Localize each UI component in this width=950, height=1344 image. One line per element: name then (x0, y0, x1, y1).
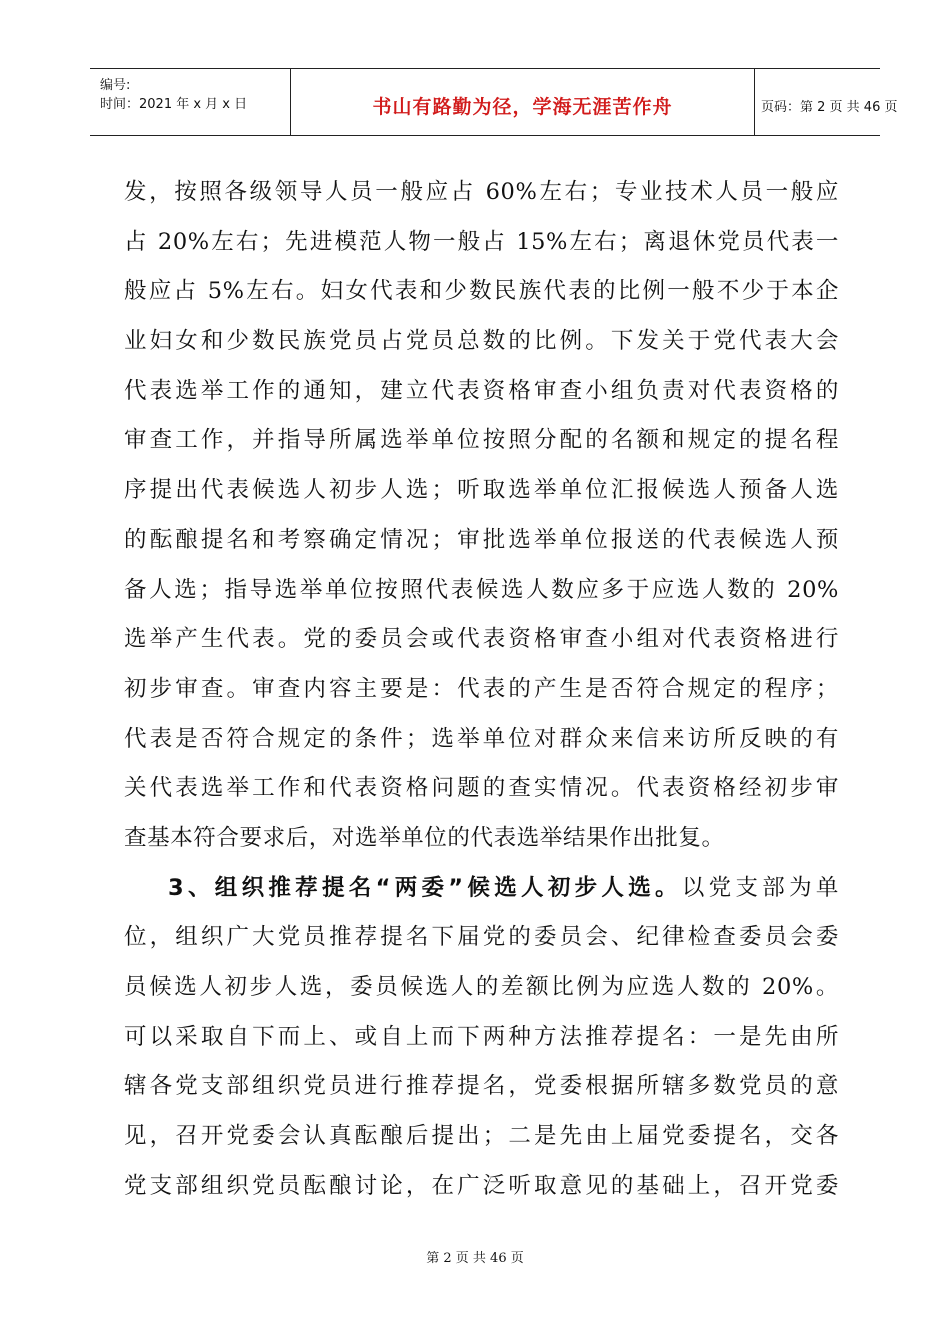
body-line: 占 20%左右；先进模范人物一般占 15%左右；离退休党员代表一 (124, 228, 839, 255)
body-line: 审查工作，并指导所属选举单位按照分配的名额和规定的提名程 (124, 427, 839, 454)
document-time-label: 时间：2021 年 x 月 x 日 (100, 97, 248, 112)
body-line: 关代表选举工作和代表资格问题的查实情况。代表资格经初步审 (124, 775, 839, 802)
header-page-number: 页码：第 2 页 共 46 页 (761, 100, 898, 115)
header-page-cell (753, 69, 898, 135)
document-body (124, 168, 839, 1211)
body-line: 序提出代表候选人初步人选；听取选举单位汇报候选人预备人选 (124, 477, 839, 504)
body-line: 员候选人初步人选，委员候选人的差额比例为应选人数的 20%。 (124, 974, 839, 1000)
header-motto: 书山有路勤为径，学海无涯苦作舟 (372, 96, 673, 118)
body-line: 般应占 5%左右。妇女代表和少数民族代表的比例一般不少于本企 (124, 278, 839, 305)
body-line: 查基本符合要求后，对选举单位的代表选举结果作出批复。 (124, 824, 725, 851)
body-line: 的酝酿提名和考察确定情况；审批选举单位报送的代表候选人预 (124, 526, 839, 553)
body-line: 党支部组织党员酝酿讨论，在广泛听取意见的基础上，召开党委 (124, 1172, 839, 1199)
body-line: 发，按照各级领导人员一般应占 60%左右；专业技术人员一般应 (124, 179, 839, 205)
page-header (90, 68, 898, 136)
body-line: 见，召开党委会认真酝酿后提出；二是先由上届党委提名，交各 (124, 1123, 839, 1150)
body-line: 备人选；指导选举单位按照代表候选人数应多于应选人数的 20% (124, 576, 839, 603)
body-line: 业妇女和少数民族党员占党员总数的比例。下发关于党代表大会 (124, 328, 839, 355)
body-line: 位，组织广大党员推荐提名下届党的委员会、纪律检查委员会委 (124, 924, 839, 951)
body-line: 初步审查。审查内容主要是：代表的产生是否符合规定的程序； (124, 675, 839, 702)
body-line: 可以采取自下而上、或自上而下两种方法推荐提名：一是先由所 (124, 1023, 839, 1050)
body-line: 代表是否符合规定的条件；选举单位对群众来信来访所反映的有 (124, 725, 839, 752)
header-meta-cell (90, 69, 290, 135)
document-number-label: 编号: (100, 78, 131, 93)
section3-first-rest: 以党支部为单 (681, 874, 839, 901)
body-line: 代表选举工作的通知，建立代表资格审查小组负责对代表资格的 (124, 377, 839, 404)
section3-heading: 3、组织推荐提名“两委”候选人初步人选。 (168, 874, 682, 901)
body-line: 选举产生代表。党的委员会或代表资格审查小组对代表资格进行 (124, 626, 839, 653)
header-motto-cell (290, 69, 755, 135)
body-line: 辖各党支部组织党员进行推荐提名，党委根据所辖多数党员的意 (124, 1073, 839, 1100)
section3-first-line (124, 864, 839, 914)
page-footer: 第 2 页 共 46 页 (426, 1251, 524, 1266)
